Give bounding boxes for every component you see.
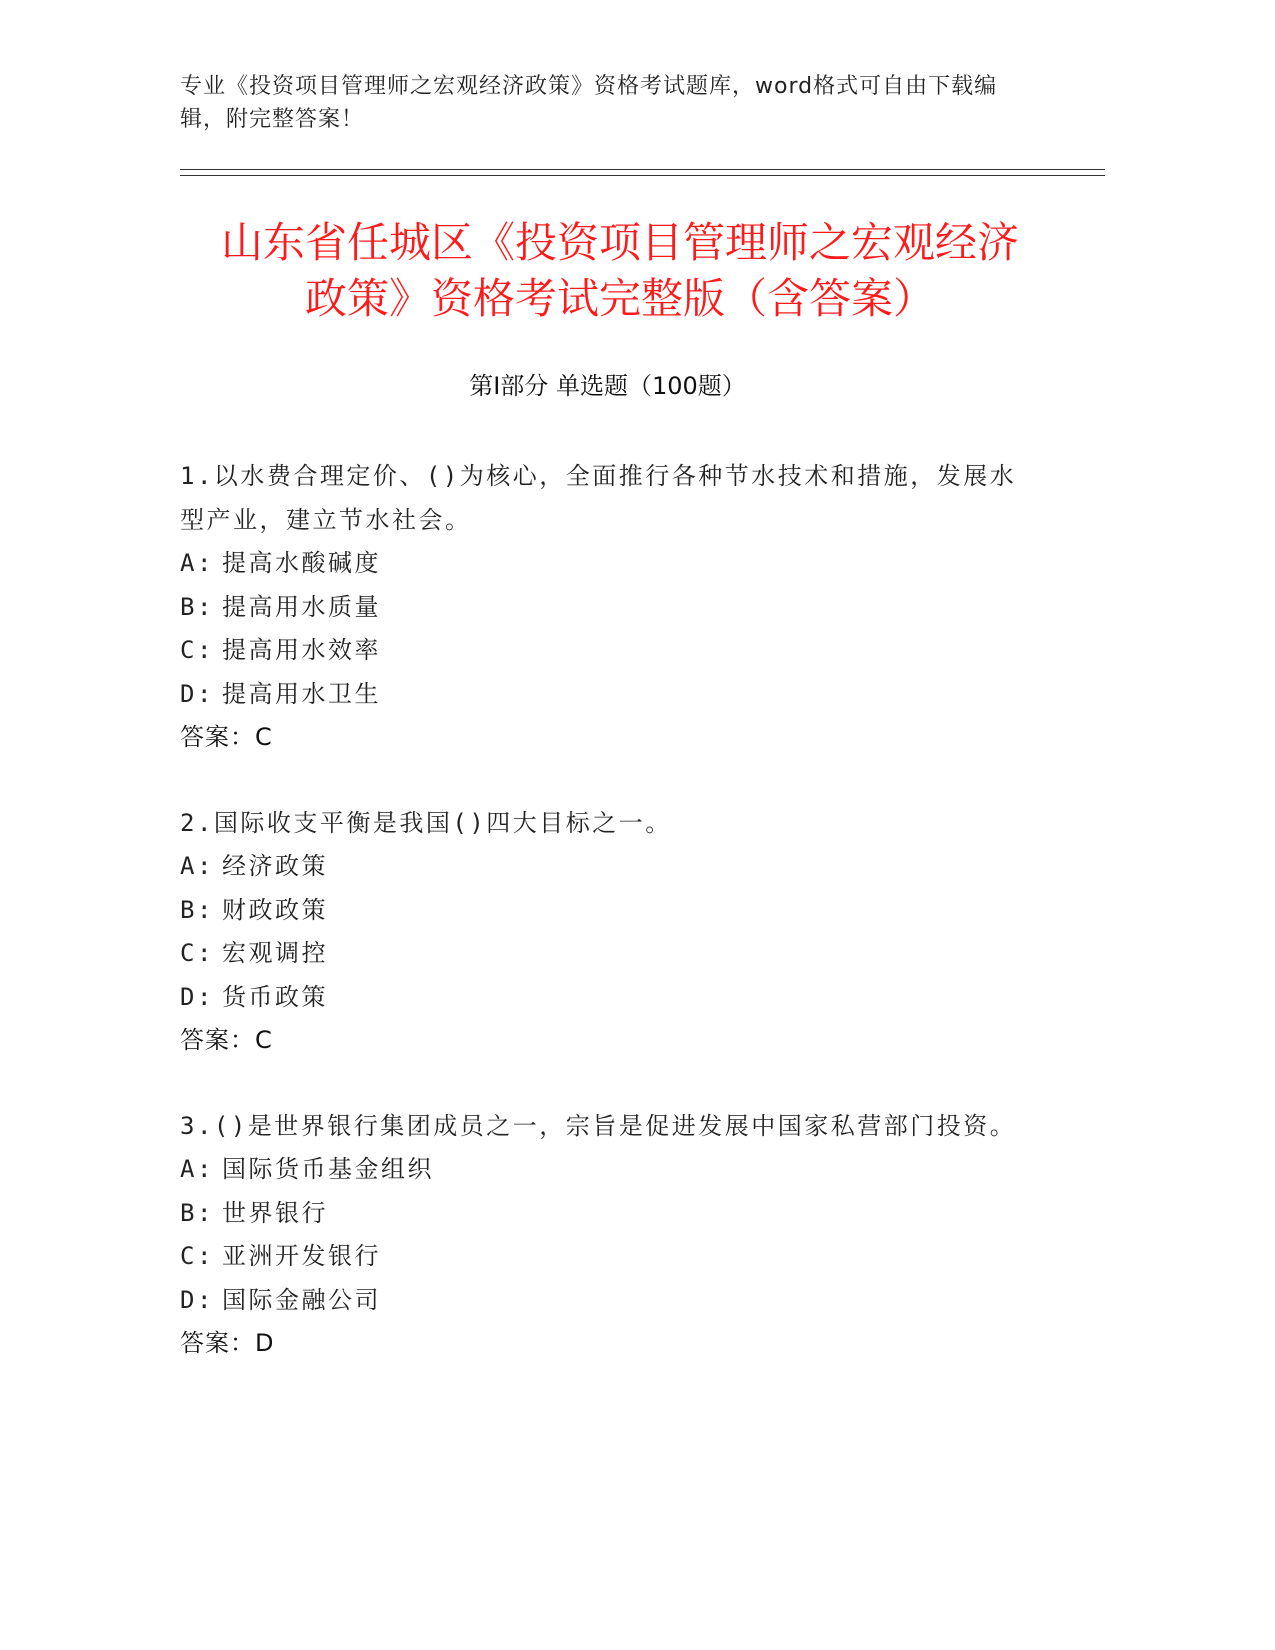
option-key: A: bbox=[180, 1155, 214, 1183]
option-text: 财政政策 bbox=[222, 895, 328, 924]
option-key: B: bbox=[180, 592, 214, 621]
section-heading: 第Ⅰ部分 单选题（100题） bbox=[469, 372, 746, 400]
option-text: 提高用水效率 bbox=[222, 636, 381, 664]
option-key: C: bbox=[180, 1242, 214, 1270]
option-c bbox=[180, 1235, 1020, 1279]
option-d bbox=[180, 1279, 1020, 1323]
header-note: 专业《投资项目管理师之宏观经济政策》资格考试题库，word格式可自由下载编辑，附完整答案！ bbox=[180, 74, 998, 132]
option-d bbox=[180, 976, 1020, 1020]
question-stem: 3.()是世界银行集团成员之一，宗旨是促进发展中国家私营部门投资。 bbox=[180, 1111, 1017, 1140]
option-key: D: bbox=[180, 982, 214, 1011]
option-text: 宏观调控 bbox=[222, 939, 328, 967]
question-list bbox=[180, 455, 1020, 1408]
document-title bbox=[160, 215, 1080, 327]
option-text: 世界银行 bbox=[222, 1198, 328, 1227]
answer: 答案：C bbox=[180, 723, 273, 751]
option-text: 货币政策 bbox=[222, 982, 328, 1011]
option-text: 经济政策 bbox=[222, 852, 328, 880]
option-a bbox=[180, 1148, 1020, 1192]
option-key: D: bbox=[180, 1285, 214, 1314]
option-text: 提高用水质量 bbox=[222, 592, 381, 621]
option-a bbox=[180, 845, 1020, 889]
option-c bbox=[180, 932, 1020, 976]
option-key: B: bbox=[180, 895, 214, 924]
option-text: 国际货币基金组织 bbox=[222, 1155, 434, 1183]
option-key: D: bbox=[180, 679, 214, 708]
header-rule-bottom bbox=[180, 175, 1105, 176]
question-2 bbox=[180, 802, 1020, 1063]
option-key: C: bbox=[180, 939, 214, 967]
option-text: 提高用水卫生 bbox=[222, 679, 381, 708]
option-text: 亚洲开发银行 bbox=[222, 1242, 381, 1270]
question-stem: 2.国际收支平衡是我国()四大目标之一。 bbox=[180, 808, 672, 837]
option-text: 国际金融公司 bbox=[222, 1285, 381, 1314]
option-key: B: bbox=[180, 1198, 214, 1227]
option-key: C: bbox=[180, 636, 214, 664]
document-title-line-1: 山东省任城区《投资项目管理师之宏观经济 bbox=[220, 218, 1019, 267]
question-stem: 1.以水费合理定价、()为核心，全面推行各种节水技术和措施，发展水型产业，建立节水社会。 bbox=[180, 462, 1017, 534]
answer: 答案：C bbox=[180, 1026, 273, 1054]
question-3 bbox=[180, 1105, 1020, 1366]
option-a bbox=[180, 542, 1020, 586]
option-key: A: bbox=[180, 852, 214, 880]
question-1 bbox=[180, 455, 1020, 760]
option-b bbox=[180, 1192, 1020, 1236]
option-c bbox=[180, 629, 1020, 673]
option-key: A: bbox=[180, 549, 214, 577]
option-text: 提高水酸碱度 bbox=[222, 549, 381, 577]
document-title-line-2: 政策》资格考试完整版（含答案） bbox=[304, 274, 935, 323]
option-b bbox=[180, 889, 1020, 933]
option-b bbox=[180, 586, 1020, 630]
header-rule-top bbox=[180, 169, 1105, 170]
option-d bbox=[180, 673, 1020, 717]
answer: 答案：D bbox=[180, 1329, 275, 1357]
